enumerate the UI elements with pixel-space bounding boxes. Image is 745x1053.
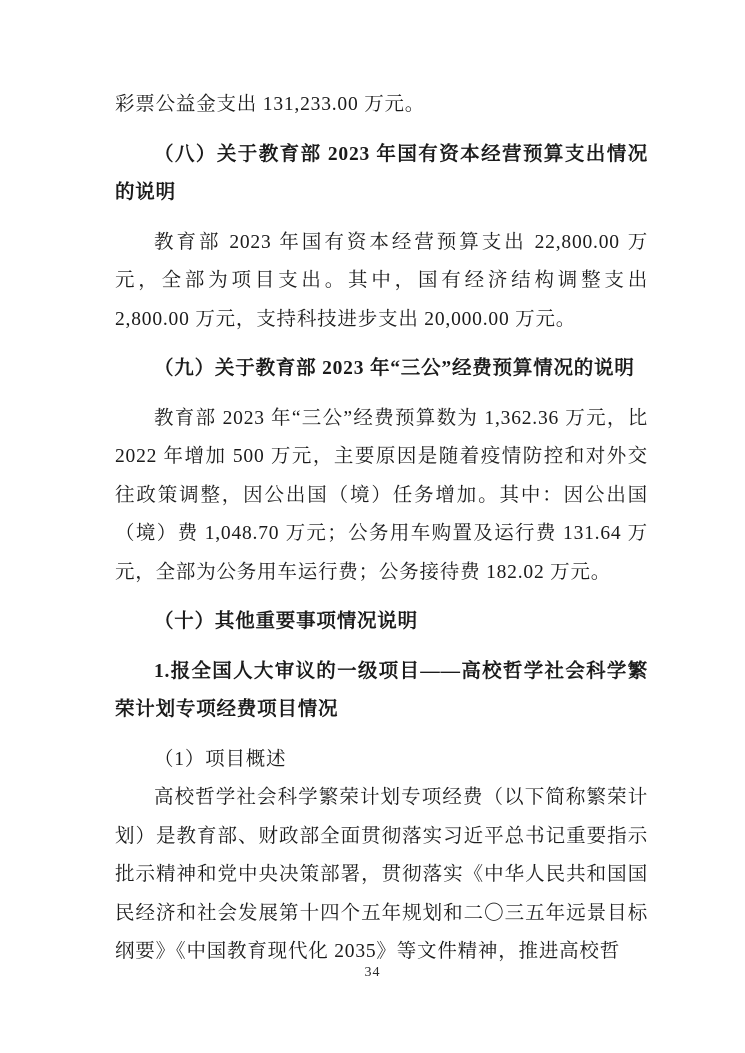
heading-section-8: （八）关于教育部 2023 年国有资本经营预算支出情况的说明 xyxy=(115,143,648,203)
heading-section-9: （九）关于教育部 2023 年“三公”经费预算情况的说明 xyxy=(154,358,635,379)
paragraph-three-public-funds: 教育部 2023 年“三公”经费预算数为 1,362.36 万元，比 2022 年增加 500 万元，主要原因是随着疫情防控和对外交往政策调整，因公出国（境）任务增加。其中：因公出国（境）费 1,048.70 万元；公务用车购置及运行费 131.64 万元，全部为公务用车运行费；公务接待费 182.02 万元。 xyxy=(115,407,648,583)
paragraph-soe-capital-budget: 教育部 2023 年国有资本经营预算支出 22,800.00 万元，全部为项目支出。其中，国有经济结构调整支出 2,800.00 万元，支持科技进步支出 20,000.00 万元。 xyxy=(115,231,648,330)
paragraph-project-overview-body: 高校哲学社会科学繁荣计划专项经费（以下简称繁荣计划）是教育部、财政部全面贯彻落实习近平总书记重要指示批示精神和党中央决策部署，贯彻落实《中华人民共和国国民经济和社会发展第十四个五年规划和二〇三五年远景目标纲要》《中国教育现代化 2035》等文件精神，推进高校哲 xyxy=(115,787,648,962)
paragraph-project-overview-title: （1）项目概述 xyxy=(154,748,287,770)
heading-project-1-npc-reviewed: 1.报全国人大审议的一级项目——高校哲学社会科学繁荣计划专项经费项目情况 xyxy=(115,660,649,720)
paragraph-lottery-fund-expenditure: 彩票公益金支出 131,233.00 万元。 xyxy=(115,94,426,115)
page-number: 34 xyxy=(364,965,381,980)
heading-section-10: （十）其他重要事项情况说明 xyxy=(154,611,418,632)
